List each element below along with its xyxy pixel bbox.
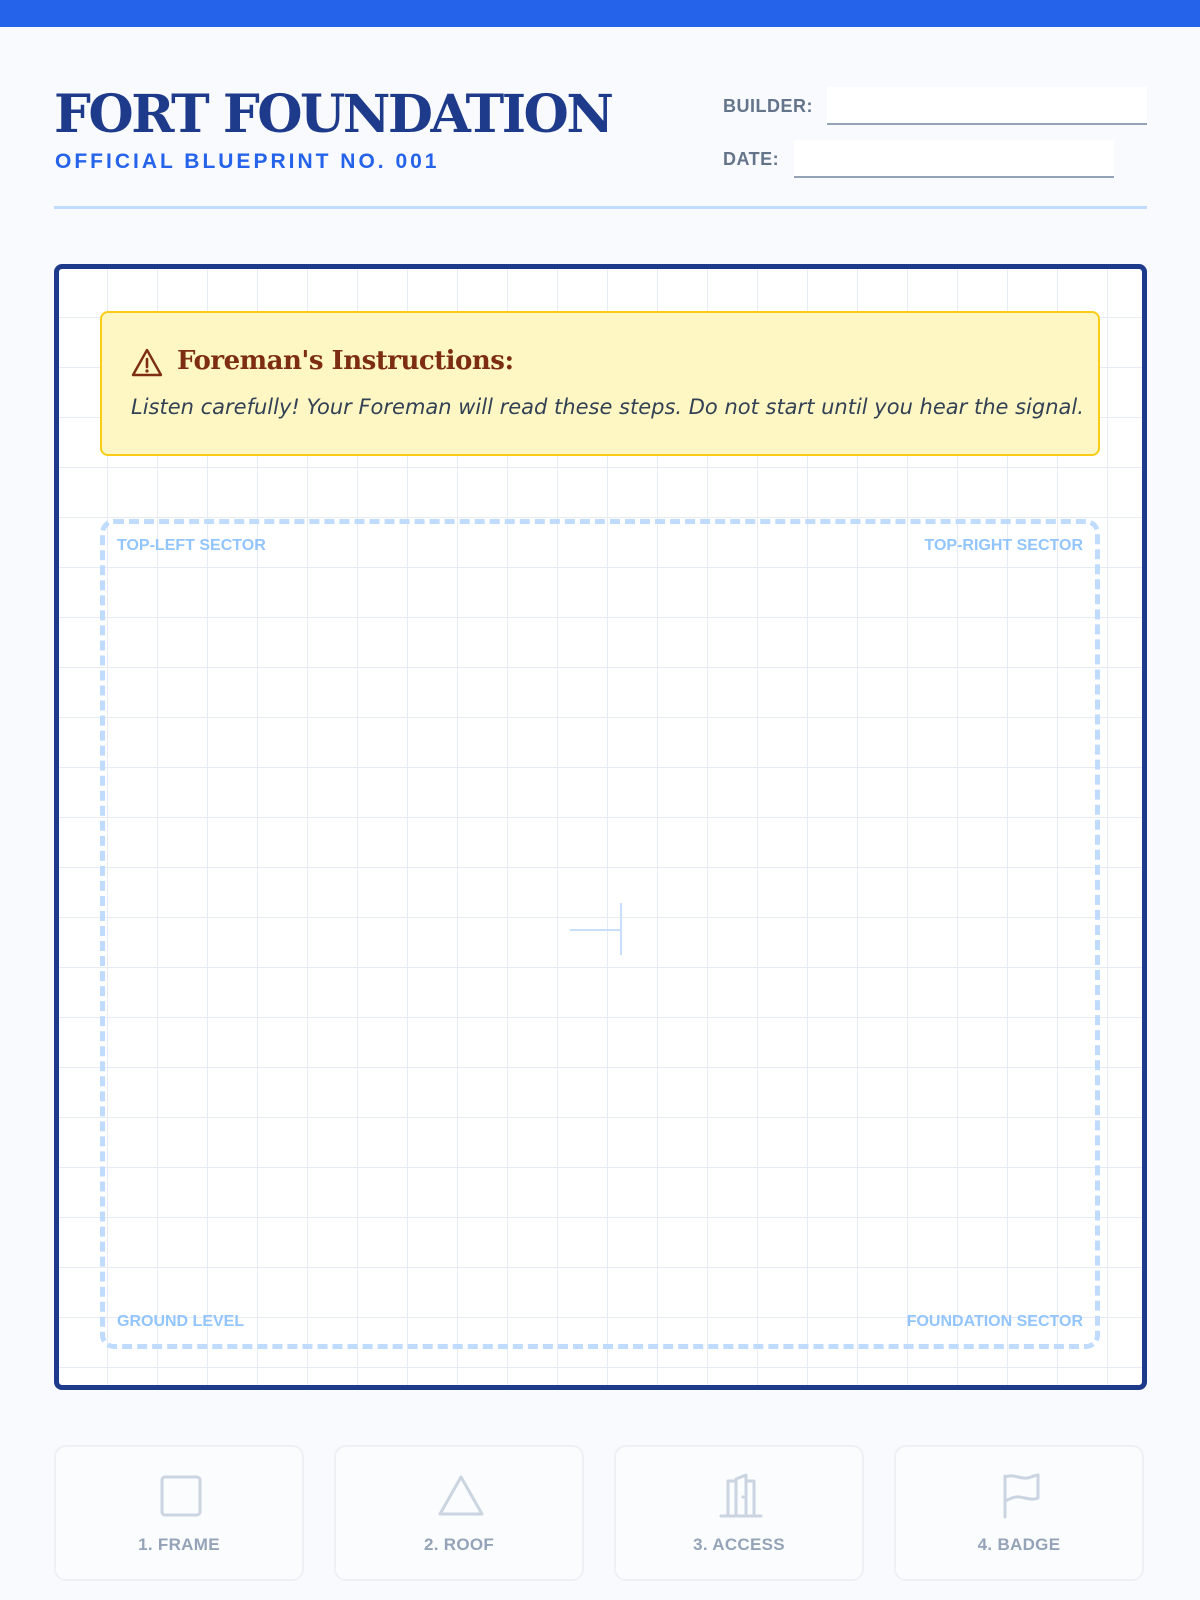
page-title: FORT FOUNDATION: [54, 84, 612, 145]
step-badge-card[interactable]: [894, 1445, 1144, 1581]
step-label: 2. ROOF: [423, 1535, 495, 1554]
square-icon: [156, 1471, 206, 1521]
date-label: DATE:: [723, 149, 780, 169]
blueprint-canvas: [54, 264, 1147, 1390]
blueprint-header: [54, 84, 1147, 210]
date-input[interactable]: [794, 140, 1114, 178]
step-roof-card[interactable]: [334, 1445, 584, 1581]
builder-input[interactable]: [827, 87, 1147, 125]
sector-ground-level: GROUND LEVEL: [117, 1313, 245, 1330]
triangle-icon: [436, 1471, 486, 1521]
flag-icon: [996, 1471, 1046, 1521]
sector-top-right: TOP-RIGHT SECTOR: [924, 537, 1083, 554]
build-zone[interactable]: [100, 519, 1100, 1349]
header-divider: [54, 206, 1147, 209]
step-frame-card[interactable]: [54, 1445, 304, 1581]
top-accent-bar: [0, 0, 1200, 27]
warning-icon: [131, 348, 163, 378]
door-icon: [716, 1471, 766, 1521]
instructions-text: Listen carefully! Your Foreman will read these steps. Do not start until you hear the signal.: [131, 395, 1084, 419]
step-label: 1. FRAME: [138, 1535, 220, 1554]
center-mark-vertical: [620, 903, 622, 955]
step-label: 4. BADGE: [977, 1535, 1061, 1554]
center-mark-horizontal: [570, 929, 622, 931]
sector-foundation: FOUNDATION SECTOR: [906, 1313, 1083, 1330]
page-subtitle: OFFICIAL BLUEPRINT NO. 001: [55, 150, 440, 173]
builder-label: BUILDER:: [723, 96, 813, 116]
step-label: 3. ACCESS: [693, 1535, 785, 1554]
instructions-box: [100, 311, 1100, 456]
instructions-title: Foreman's Instructions:: [177, 346, 514, 376]
step-access-card[interactable]: [614, 1445, 864, 1581]
sector-top-left: TOP-LEFT SECTOR: [117, 537, 266, 554]
